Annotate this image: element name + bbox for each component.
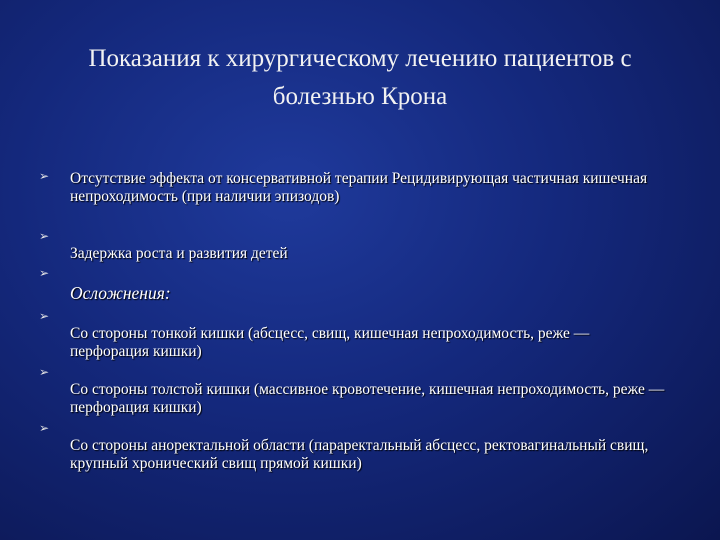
bullet-arrow-icon: ➢ [38, 309, 50, 323]
bullet-arrow-icon: ➢ [38, 365, 50, 379]
list-item: Со стороны тонкой кишки (абсцесс, свищ, кишечная непроходимость, реже — перфорация кишки) [70, 325, 590, 360]
bullet-arrow-icon: ➢ [38, 169, 50, 183]
list-item: Отсутствие эффекта от консервативной терапии Рецидивирующая частичная кишечная непроходимость (при наличии эпизодов) [70, 170, 648, 205]
list-item: Со стороны аноректальной области (параректальный абсцесс, ректовагинальный свищ, крупный хронический свищ прямой кишки) [70, 437, 649, 472]
list-item: Со стороны толстой кишки (массивное кровотечение, кишечная непроходимость, реже — перфорация кишки) [70, 381, 665, 416]
bullet-arrow-icon: ➢ [38, 421, 50, 435]
bullet-arrow-icon: ➢ [38, 229, 50, 243]
slide-title: Показания к хирургическому лечению пациентов с болезнью Крона [88, 45, 632, 110]
list-item: Задержка роста и развития детей [70, 245, 288, 262]
bullet-arrow-icon: ➢ [38, 266, 50, 280]
list-item-heading: Осложнения: [70, 283, 171, 303]
